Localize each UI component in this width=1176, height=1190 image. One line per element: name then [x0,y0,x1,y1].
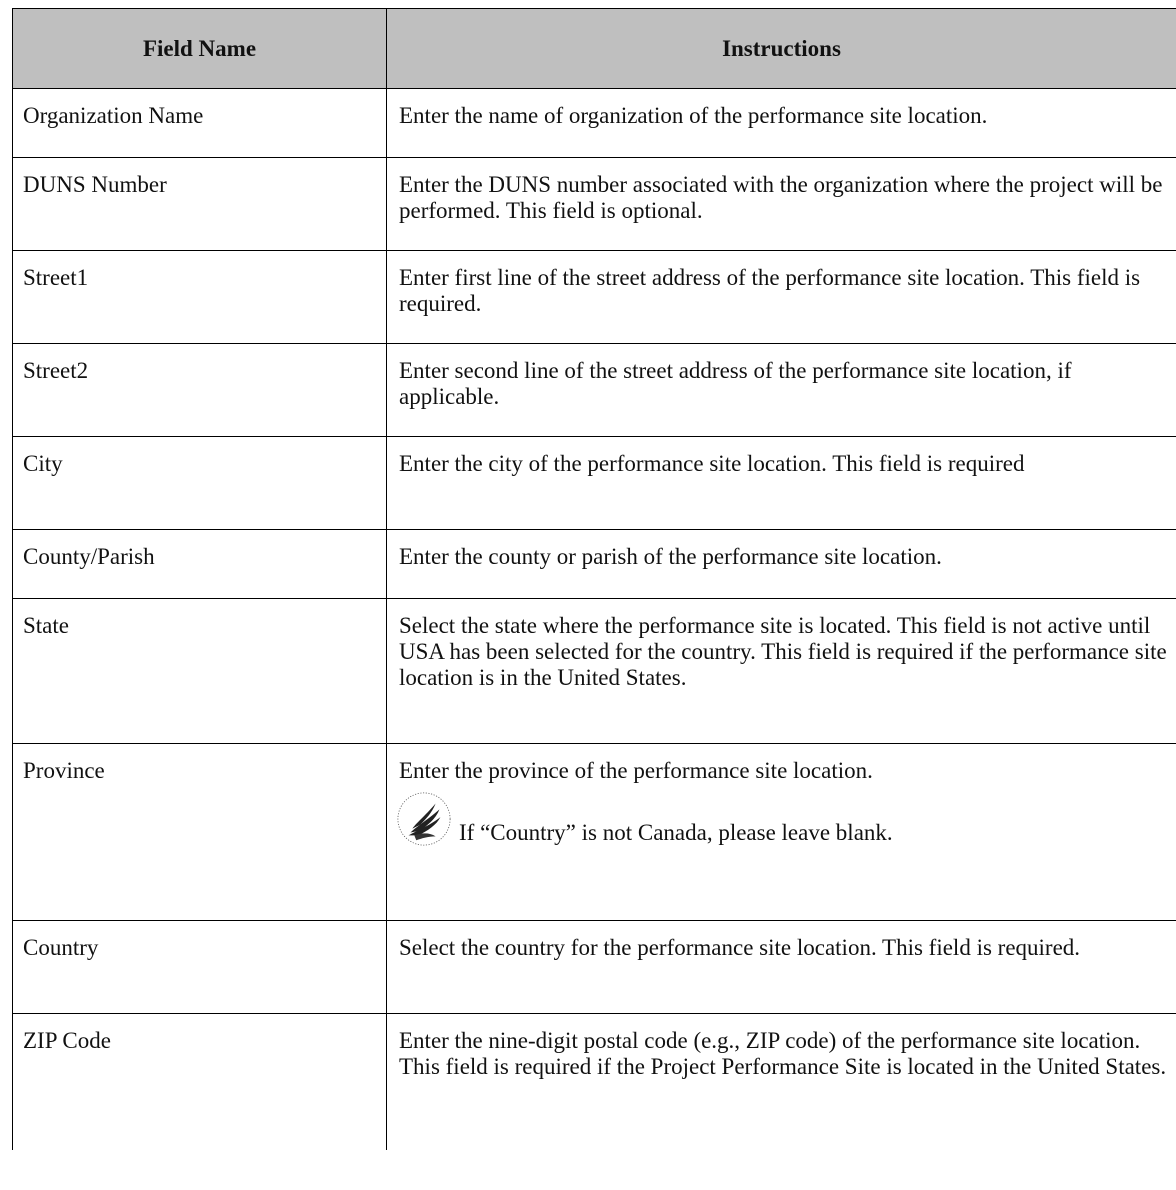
note-text: If “Country” is not Canada, please leave blank. [459,820,893,845]
instructions-cell: Enter the DUNS number associated with the organization where the project will be performed. This field is optional. [387,158,1176,251]
field-name-cell: State [13,599,387,744]
field-name-cell: County/Parish [13,530,387,599]
field-name-cell: Organization Name [13,89,387,158]
instructions-cell: Select the country for the performance site location. This field is required. [387,921,1176,1014]
instructions-cell: Enter the nine-digit postal code (e.g., ZIP code) of the performance site location. This field is required if the Project Performance Site is located in the United States. [387,1014,1176,1151]
instructions-cell: Enter the city of the performance site location. This field is required [387,437,1176,530]
note-line [399,790,1172,848]
table-row [13,437,1176,530]
hhs-seal-icon [395,790,453,848]
field-name-cell: Province [13,744,387,921]
table-row [13,530,1176,599]
table-row [13,744,1176,921]
table-row [13,1014,1176,1151]
table-row [13,599,1176,744]
field-name-cell: DUNS Number [13,158,387,251]
field-name-cell: Street1 [13,251,387,344]
table-header-row [13,9,1176,89]
instructions-cell: Enter second line of the street address of the performance site location, if applicable. [387,344,1176,437]
instructions-cell: Enter first line of the street address of the performance site location. This field is required. [387,251,1176,344]
instructions-text: Enter the province of the performance site location. [399,758,873,783]
field-name-cell: City [13,437,387,530]
instructions-cell: Enter the name of organization of the performance site location. [387,89,1176,158]
header-instructions: Instructions [387,9,1176,89]
table-row [13,158,1176,251]
table-row [13,344,1176,437]
instructions-cell: Select the state where the performance site is located. This field is not active until USA has been selected for the country. This field is required if the performance site location is in the United States. [387,599,1176,744]
field-name-cell: Country [13,921,387,1014]
header-field-name: Field Name [13,9,387,89]
instructions-cell [387,744,1176,921]
instructions-cell: Enter the county or parish of the performance site location. [387,530,1176,599]
field-name-cell: ZIP Code [13,1014,387,1151]
table-row [13,89,1176,158]
table-row [13,251,1176,344]
field-instructions-table [12,8,1176,1150]
field-name-cell: Street2 [13,344,387,437]
table-row [13,921,1176,1014]
